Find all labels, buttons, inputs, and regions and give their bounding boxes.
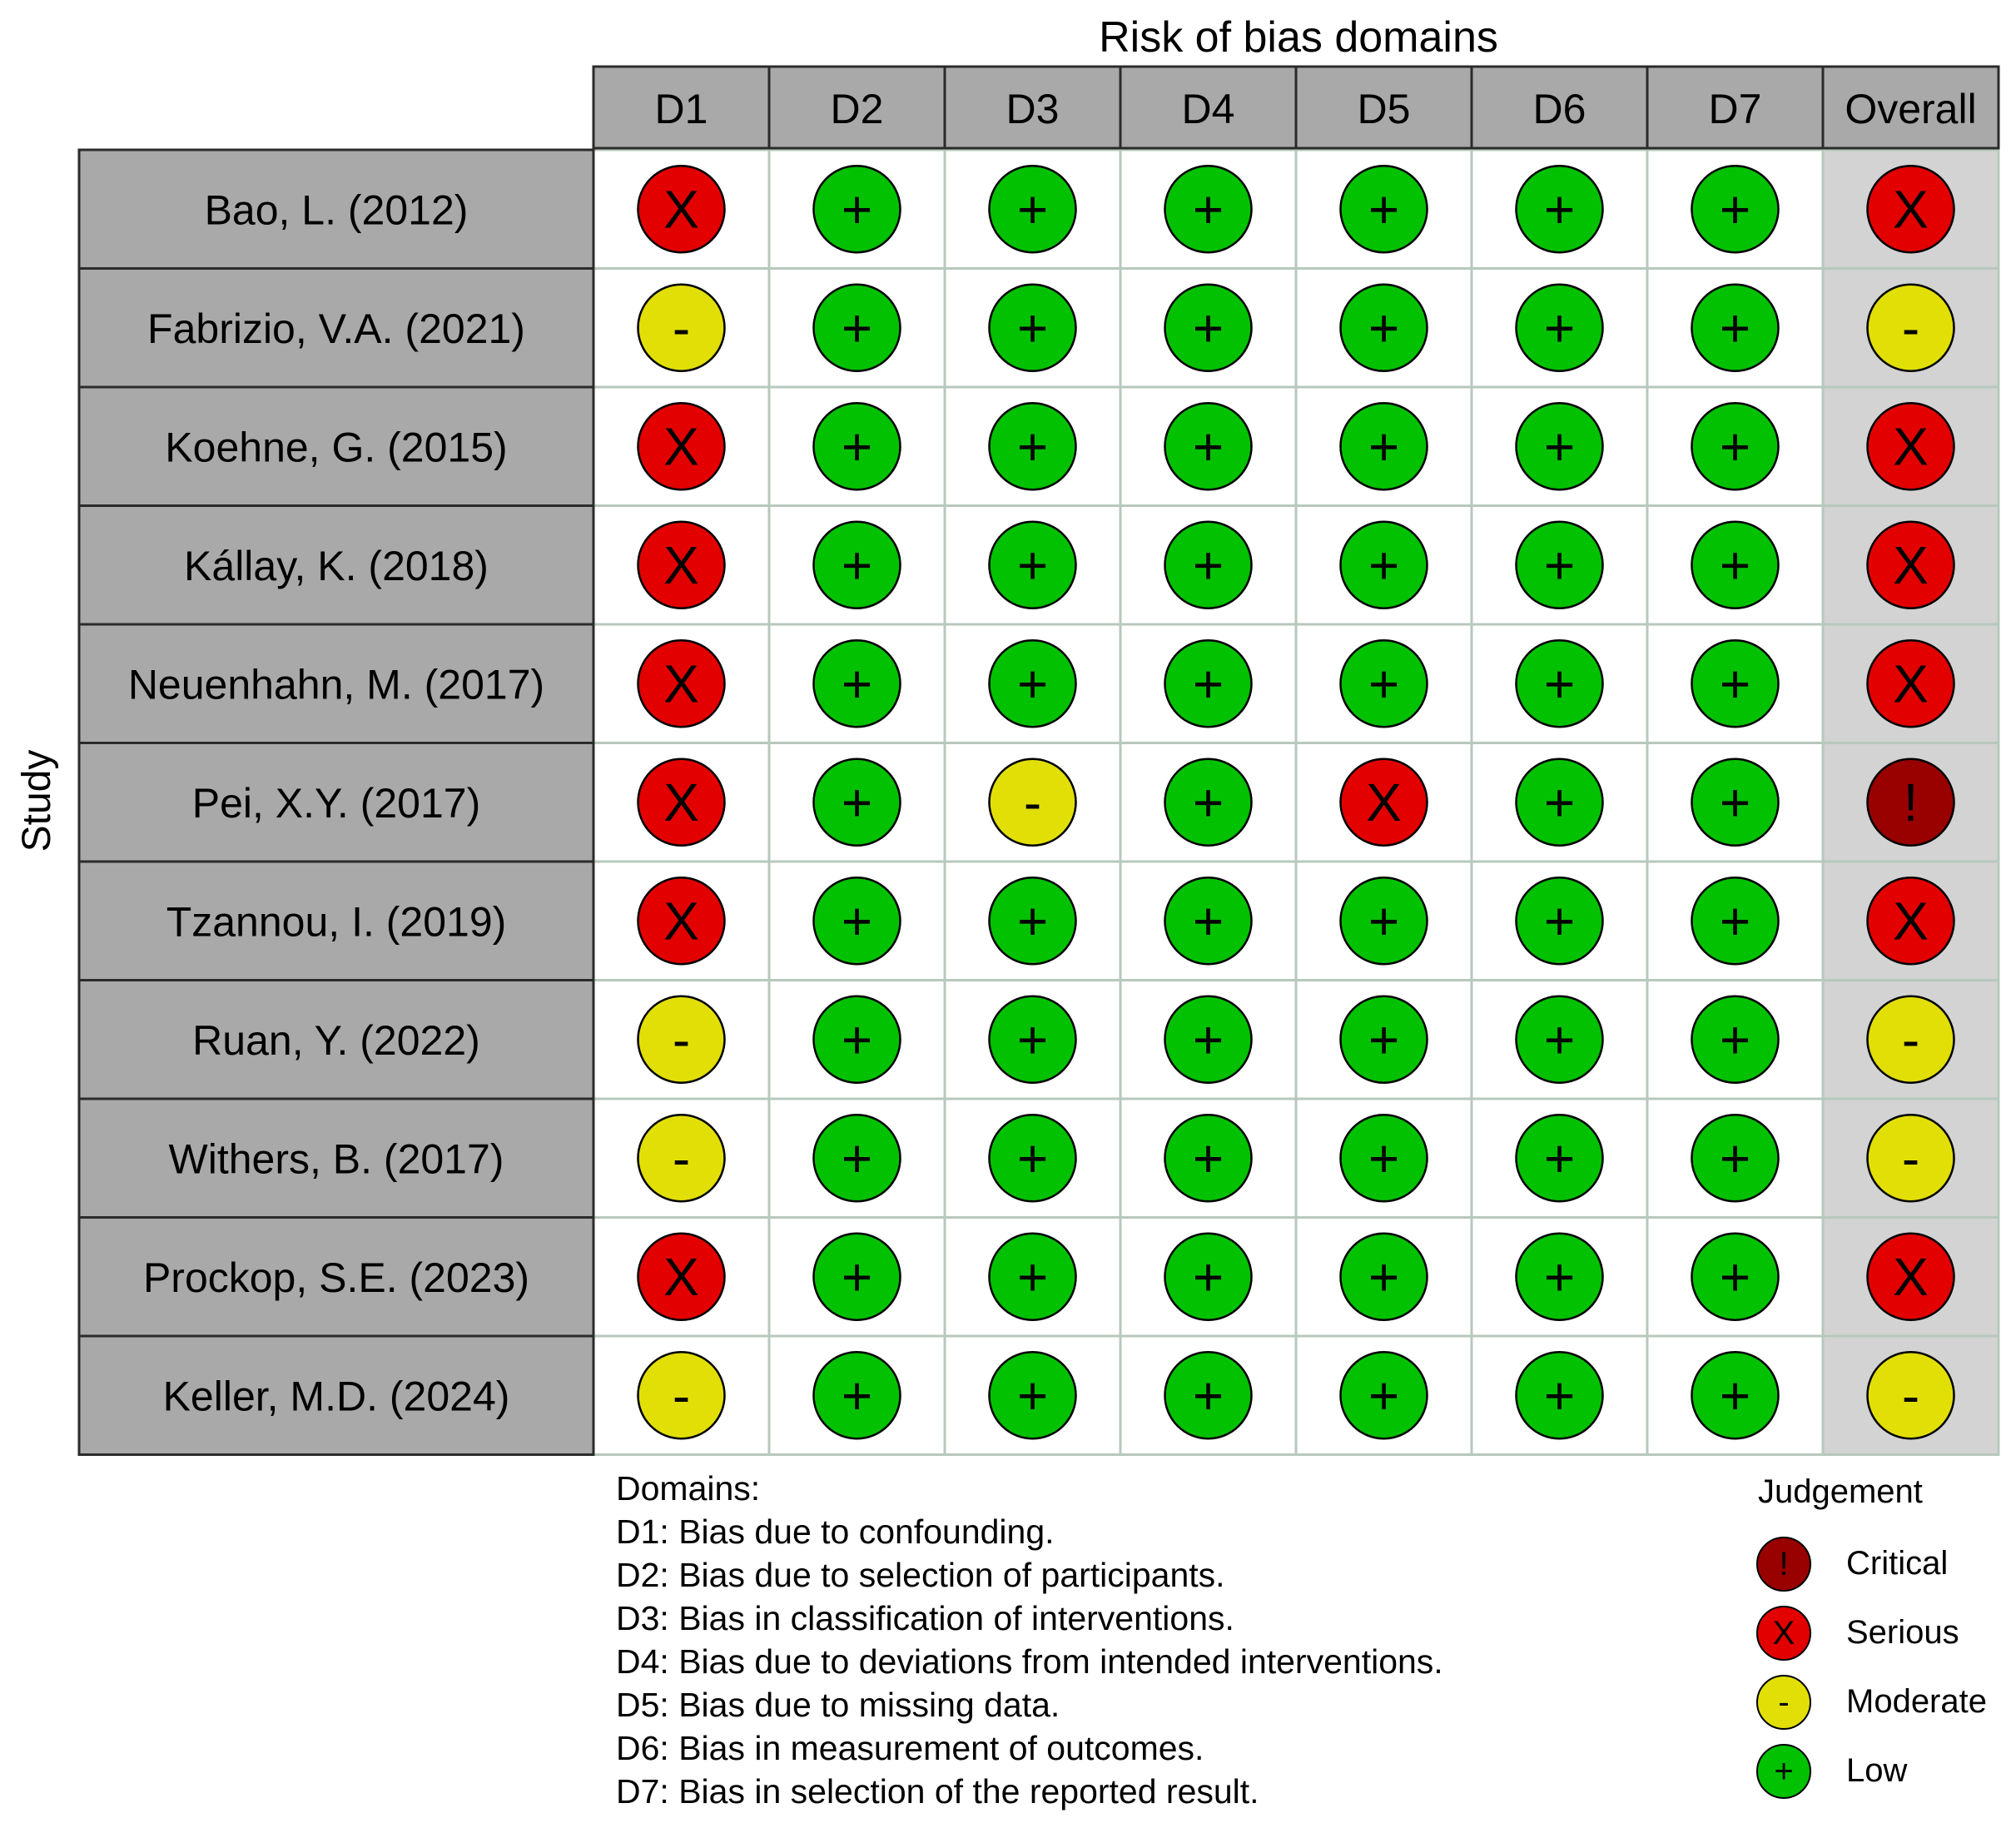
column-header-label: Overall <box>1845 86 1977 132</box>
judgement-symbol: + <box>1719 1009 1751 1070</box>
judgement-symbol: + <box>1368 297 1400 358</box>
column-header-label: D1 <box>654 86 708 132</box>
judgement-symbol: + <box>841 534 873 595</box>
judgement-symbol: + <box>1016 891 1049 951</box>
judgement-legend-label: Serious <box>1846 1614 1959 1651</box>
column-header-label: D6 <box>1532 86 1586 132</box>
judgement-symbol: - <box>1901 1128 1920 1189</box>
judgement-symbol: X <box>663 1246 699 1307</box>
judgement-symbol: + <box>1719 297 1751 358</box>
judgement-symbol: - <box>672 1009 691 1070</box>
chart-title: Risk of bias domains <box>1099 13 1498 62</box>
judgement-symbol: + <box>841 416 873 477</box>
judgement-symbol: + <box>1719 534 1751 595</box>
judgement-legend-swatch: - <box>1756 1675 1811 1730</box>
judgement-symbol: + <box>1368 1009 1400 1070</box>
judgement-symbol: + <box>1016 1246 1049 1307</box>
domain-description: D5: Bias due to missing data. <box>616 1686 1060 1724</box>
judgement-symbol: X <box>663 416 699 477</box>
judgement-symbol: X <box>663 534 699 595</box>
judgement-symbol: + <box>1719 179 1751 240</box>
judgement-symbol: + <box>841 1365 873 1426</box>
judgement-symbol: + <box>841 1009 873 1070</box>
domains-legend <box>616 1467 1443 1813</box>
judgement-symbol: X <box>663 653 699 714</box>
judgement-symbol: - <box>672 297 691 358</box>
judgement-legend-swatch: ! <box>1756 1537 1811 1592</box>
judgement-symbol: + <box>1543 891 1576 951</box>
judgement-symbol: + <box>1016 297 1049 358</box>
study-label: Tzannou, I. (2019) <box>166 898 507 946</box>
judgement-symbol: + <box>1719 1246 1751 1307</box>
judgement-symbol: + <box>1016 1009 1049 1070</box>
judgement-symbol: + <box>1368 179 1400 240</box>
judgement-legend-label: Critical <box>1846 1545 1949 1582</box>
judgement-symbol: - <box>1901 1365 1920 1426</box>
column-header-label: D2 <box>830 86 884 132</box>
judgement-symbol: + <box>1368 891 1400 951</box>
judgement-symbol: + <box>1368 1128 1400 1189</box>
judgement-symbol: - <box>672 1365 691 1426</box>
judgement-symbol: + <box>1192 772 1224 832</box>
judgement-symbol: + <box>841 1246 873 1307</box>
judgement-symbol: + <box>1543 1009 1576 1070</box>
domain-description: D2: Bias due to selection of participants. <box>616 1556 1225 1594</box>
judgement-symbol: + <box>1192 1128 1224 1189</box>
judgement-symbol: + <box>1192 1365 1224 1426</box>
judgement-symbol: + <box>1719 1128 1751 1189</box>
column-header-label: D3 <box>1006 86 1060 132</box>
judgement-symbol: - <box>1901 1009 1920 1070</box>
judgement-symbol: + <box>1368 534 1400 595</box>
judgement-symbol: + <box>1368 1246 1400 1307</box>
judgement-symbol: + <box>1543 297 1576 358</box>
judgement-symbol: X <box>663 179 699 240</box>
study-label: Keller, M.D. (2024) <box>162 1373 510 1420</box>
judgement-symbol: + <box>841 179 873 240</box>
judgement-symbol: X <box>1893 534 1929 595</box>
study-label: Ruan, Y. (2022) <box>192 1016 480 1064</box>
judgement-symbol: + <box>841 653 873 714</box>
column-header-label: D7 <box>1708 86 1762 132</box>
judgement-symbol: + <box>1719 891 1751 951</box>
judgement-symbol: ! <box>1903 772 1919 832</box>
judgement-symbol: + <box>841 1128 873 1189</box>
judgement-symbol: X <box>1893 1246 1929 1307</box>
judgement-symbol: + <box>1192 1246 1224 1307</box>
study-label: Kállay, K. (2018) <box>184 542 489 589</box>
domain-description: D3: Bias in classification of interventions. <box>616 1599 1234 1637</box>
judgement-symbol: X <box>1366 772 1402 832</box>
judgement-symbol: - <box>1023 772 1042 832</box>
judgement-symbol: + <box>1192 297 1224 358</box>
judgement-symbol: + <box>841 772 873 832</box>
judgement-symbol: X <box>1893 179 1929 240</box>
judgement-symbol: + <box>1368 1365 1400 1426</box>
judgement-symbol: + <box>1016 1365 1049 1426</box>
judgement-symbol: + <box>1192 179 1224 240</box>
domain-description: D1: Bias due to confounding. <box>616 1513 1055 1551</box>
study-label: Withers, B. (2017) <box>168 1135 504 1183</box>
column-header-label: D4 <box>1181 86 1235 132</box>
judgement-symbol: - <box>1901 297 1920 358</box>
judgement-legend-swatch: + <box>1756 1744 1811 1799</box>
judgement-symbol: + <box>1016 179 1049 240</box>
domain-description: D4: Bias due to deviations from intended interventions. <box>616 1642 1443 1681</box>
judgement-symbol: X <box>1893 891 1929 951</box>
study-label: Prockop, S.E. (2023) <box>142 1254 530 1301</box>
domains-legend-title: Domains: <box>616 1469 761 1508</box>
judgement-symbol: + <box>1543 179 1576 240</box>
judgement-symbol: + <box>1016 416 1049 477</box>
judgement-symbol: + <box>1719 1365 1751 1426</box>
judgement-symbol: - <box>672 1128 691 1189</box>
study-label: Neuenhahn, M. (2017) <box>127 661 545 708</box>
judgement-symbol: + <box>1016 1128 1049 1189</box>
judgement-symbol: + <box>1368 416 1400 477</box>
judgement-symbol: + <box>1543 1246 1576 1307</box>
judgement-symbol: + <box>841 891 873 951</box>
judgement-symbol: + <box>1719 653 1751 714</box>
judgement-symbol: + <box>1016 534 1049 595</box>
column-header-label: D5 <box>1357 86 1411 132</box>
judgement-symbol: + <box>1543 772 1576 832</box>
judgement-legend-swatch: X <box>1756 1606 1811 1661</box>
judgement-symbol: X <box>1893 653 1929 714</box>
domain-description: D6: Bias in measurement of outcomes. <box>616 1729 1204 1767</box>
study-label: Pei, X.Y. (2017) <box>191 779 481 827</box>
domain-description: D7: Bias in selection of the reported result. <box>616 1772 1259 1811</box>
judgement-symbol: + <box>1543 416 1576 477</box>
judgement-legend-label: Moderate <box>1846 1683 1987 1720</box>
judgement-legend-label: Low <box>1846 1752 1908 1789</box>
judgement-symbol: + <box>1543 1365 1576 1426</box>
judgement-symbol: + <box>1192 891 1224 951</box>
judgement-symbol: X <box>1893 416 1929 477</box>
judgement-symbol: + <box>1719 416 1751 477</box>
judgement-symbol: + <box>1543 1128 1576 1189</box>
judgement-symbol: + <box>841 297 873 358</box>
judgement-symbol: X <box>663 772 699 832</box>
y-axis-label: Study <box>15 749 59 852</box>
judgement-symbol: + <box>1192 534 1224 595</box>
study-label: Koehne, G. (2015) <box>165 424 508 471</box>
judgement-symbol: + <box>1016 653 1049 714</box>
study-label: Bao, L. (2012) <box>204 186 469 234</box>
judgement-symbol: + <box>1719 772 1751 832</box>
judgement-symbol: + <box>1192 416 1224 477</box>
judgement-symbol: + <box>1192 1009 1224 1070</box>
judgement-symbol: X <box>663 891 699 951</box>
judgement-legend-title: Judgement <box>1758 1473 1923 1510</box>
judgement-symbol: + <box>1192 653 1224 714</box>
study-label: Fabrizio, V.A. (2021) <box>147 305 525 352</box>
judgement-symbol: + <box>1543 534 1576 595</box>
judgement-symbol: + <box>1368 653 1400 714</box>
judgement-symbol: + <box>1543 653 1576 714</box>
